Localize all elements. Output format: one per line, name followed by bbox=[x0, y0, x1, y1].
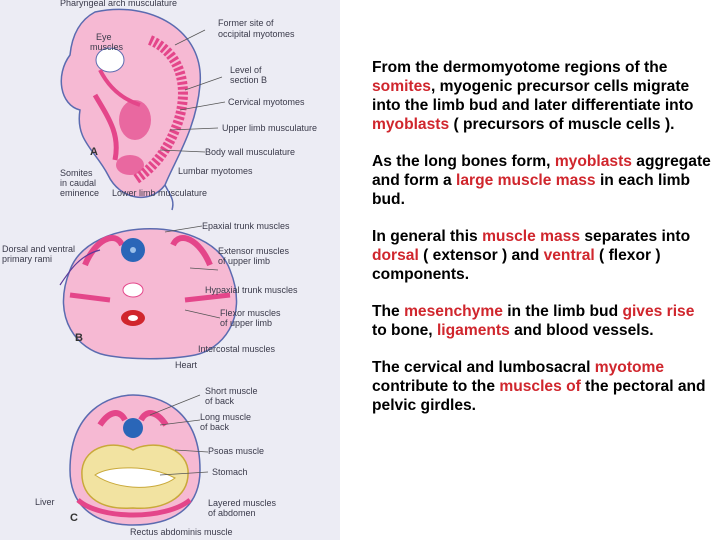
text-span: in each limb bud. bbox=[372, 172, 691, 208]
text-span: contribute to the bbox=[372, 378, 500, 395]
label-layered: Layered muscles bbox=[208, 498, 277, 508]
label-extensor: Extensor muscles bbox=[218, 246, 290, 256]
abdominal-cross-section bbox=[70, 395, 200, 525]
text-span: separates into bbox=[580, 228, 691, 245]
term-myoblasts: myoblasts bbox=[372, 116, 450, 133]
paragraph-4 bbox=[372, 302, 712, 340]
term-myotome: myotome bbox=[594, 359, 665, 376]
label-cervical: Cervical myotomes bbox=[228, 97, 305, 107]
term-ventral: ventral bbox=[543, 247, 595, 264]
label-long-2: of back bbox=[200, 422, 230, 432]
panel-c-label: C bbox=[70, 512, 78, 524]
label-upper-limb: Upper limb musculature bbox=[222, 123, 318, 133]
text-span: aggregate and form a bbox=[372, 153, 711, 189]
label-hypaxial: Hypaxial trunk muscles bbox=[205, 285, 298, 295]
label-somites-3: eminence bbox=[60, 188, 100, 198]
label-dorsal-2: primary rami bbox=[2, 254, 53, 264]
text-span: in the limb bud bbox=[502, 303, 623, 320]
text-span: The cervical and lumbosacral bbox=[372, 359, 595, 376]
label-body-wall: Body wall musculature bbox=[205, 147, 296, 157]
paragraph-3 bbox=[372, 227, 712, 284]
label-somites: Somites bbox=[60, 168, 93, 178]
label-rectus: Rectus abdominis muscle bbox=[130, 527, 233, 537]
label-flexor-2: of upper limb bbox=[220, 318, 273, 328]
label-long: Long muscle bbox=[200, 412, 252, 422]
label-pharyngeal: Pharyngeal arch musculature bbox=[60, 0, 178, 8]
label-extensor-2: of upper limb bbox=[218, 256, 271, 266]
panel-a-label: A bbox=[90, 146, 98, 158]
term-mesenchyme: mesenchyme bbox=[404, 303, 503, 320]
term-large-muscle-mass: large muscle mass bbox=[456, 172, 596, 189]
label-level: Level of bbox=[230, 65, 262, 75]
label-short: Short muscle bbox=[205, 386, 258, 396]
label-liver: Liver bbox=[35, 497, 55, 507]
term-dorsal: dorsal bbox=[372, 247, 419, 264]
label-stomach: Stomach bbox=[212, 467, 248, 477]
label-level-2: section B bbox=[230, 75, 268, 85]
label-lumbar: Lumbar myotomes bbox=[178, 166, 253, 176]
panel-b-label: B bbox=[75, 332, 83, 344]
text-span: , myogenic precursor cells migrate into the limb bud and later differentiate into bbox=[372, 78, 694, 114]
paragraph-5 bbox=[372, 358, 712, 415]
label-somites-2: in caudal bbox=[60, 178, 97, 188]
embryo-illustration bbox=[0, 0, 340, 540]
label-layered-2: of abdomen bbox=[208, 508, 256, 518]
label-dorsal: Dorsal and ventral bbox=[2, 244, 76, 254]
label-former-site-2: occipital myotomes bbox=[218, 29, 295, 39]
label-psoas: Psoas muscle bbox=[208, 446, 265, 456]
label-epaxial: Epaxial trunk muscles bbox=[202, 221, 290, 231]
text-span: the pectoral and pelvic girdles. bbox=[372, 378, 706, 414]
embryo-muscle-figure bbox=[0, 0, 340, 540]
label-lower-limb: Lower limb musculature bbox=[112, 188, 208, 198]
text-span: From the dermomyotome regions of the bbox=[372, 59, 668, 76]
explanation-text bbox=[372, 58, 712, 433]
term-myoblasts: myoblasts bbox=[554, 153, 632, 170]
label-flexor: Flexor muscles bbox=[220, 308, 281, 318]
text-span: ( flexor ) components. bbox=[372, 247, 661, 283]
label-short-2: of back bbox=[205, 396, 235, 406]
text-span: The bbox=[372, 303, 405, 320]
paragraph-1 bbox=[372, 58, 712, 134]
term-gives-rise: gives rise bbox=[622, 303, 695, 320]
paragraph-2 bbox=[372, 152, 712, 209]
text-span: and blood vessels. bbox=[509, 322, 654, 339]
label-eye-2: muscles bbox=[90, 42, 124, 52]
label-intercostal: Intercostal muscles bbox=[198, 344, 276, 354]
term-ligaments: ligaments bbox=[436, 322, 510, 339]
term-somites: somites bbox=[372, 78, 431, 95]
label-heart: Heart bbox=[175, 360, 198, 370]
term-muscles-of: muscles of bbox=[499, 378, 581, 395]
text-span: In general this bbox=[372, 228, 483, 245]
text-span: to bone, bbox=[372, 322, 437, 339]
term-muscle-mass: muscle mass bbox=[482, 228, 581, 245]
label-former-site: Former site of bbox=[218, 18, 274, 28]
text-span: ( extensor ) and bbox=[418, 247, 544, 264]
text-span: ( precursors of muscle cells ). bbox=[449, 116, 675, 133]
label-eye: Eye bbox=[96, 32, 112, 42]
text-span: As the long bones form, bbox=[372, 153, 555, 170]
